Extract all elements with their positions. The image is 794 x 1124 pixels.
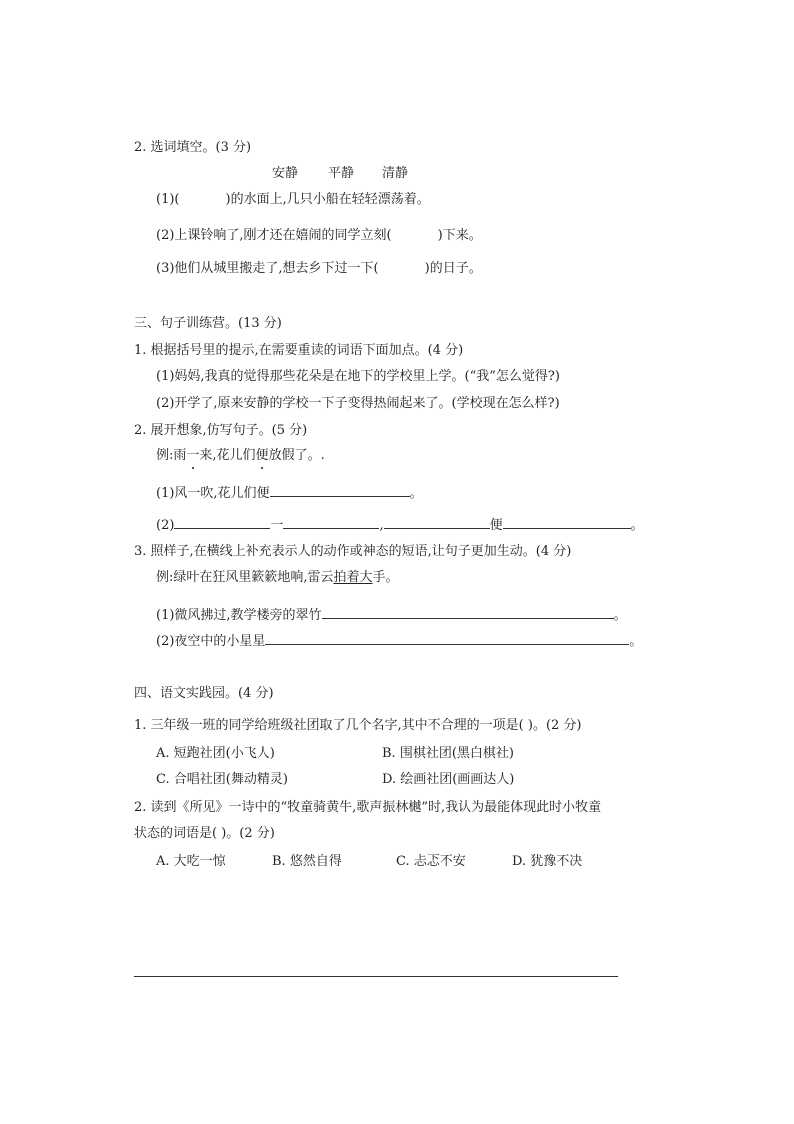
fill-item-text: (2)上课铃响了,刚才还在嬉闹的同学立刻( xyxy=(156,228,392,243)
fill-item xyxy=(156,261,482,277)
fill-item xyxy=(156,228,482,244)
footer-rule xyxy=(134,976,618,977)
fill-item xyxy=(156,484,423,502)
question-title: 3. 照样子,在横线上补充表示人的动作或神态的短语,让句子更加生动。(4 分) xyxy=(134,544,572,559)
option-a[interactable]: A. 大吃一惊 xyxy=(156,854,226,869)
example-sentence xyxy=(156,448,325,464)
sentence: (1)妈妈,我真的觉得那些花朵是在地下的学校里上学。(“我”怎么觉得?) xyxy=(156,369,560,384)
word-choice: 平静 xyxy=(328,166,355,181)
fill-item-text: 。 xyxy=(629,634,643,649)
fill-item-text: )下来。 xyxy=(437,228,482,243)
fill-item xyxy=(156,606,627,624)
underlined-phrase: 拍着大 xyxy=(333,570,373,585)
fill-item-text: , xyxy=(379,518,384,533)
sentence: (2)开学了,原来安静的学校一下子变得热闹起来了。(学校现在怎么样?) xyxy=(156,396,560,411)
fill-item xyxy=(156,516,644,534)
fill-item-text: (1)( xyxy=(156,192,180,207)
question-title: 1. 根据括号里的提示,在需要重读的词语下面加点。(4 分) xyxy=(134,343,464,358)
answer-line[interactable] xyxy=(265,632,629,645)
fill-item-text: 。 xyxy=(613,608,627,623)
fill-item-text: 。 xyxy=(630,518,644,533)
answer-line[interactable] xyxy=(322,606,614,619)
answer-line[interactable] xyxy=(503,516,631,529)
fill-item-text: (3)他们从城里搬走了,想去乡下过一下( xyxy=(156,261,379,276)
question-title: 2. 选词填空。(3 分) xyxy=(134,140,252,155)
example-text: 来,花儿们 xyxy=(199,448,256,463)
dotted-word: 便 xyxy=(255,448,269,463)
fill-item-text: )的水面上,几只小船在轻轻漂荡着。 xyxy=(225,192,430,207)
fill-item-text: 。 xyxy=(409,486,423,501)
dotted-word: 一 xyxy=(186,448,200,463)
fill-item xyxy=(156,192,430,208)
word-choice: 清静 xyxy=(382,166,409,181)
fill-item xyxy=(156,632,642,650)
question-title: 2. 读到《所见》一诗中的“牧童骑黄牛,歌声振林樾”时,我认为最能体现此时小牧童 xyxy=(134,800,602,815)
example-text: 例:雨 xyxy=(156,448,187,463)
option-c[interactable]: C. 忐忑不安 xyxy=(396,854,466,869)
example-sentence xyxy=(156,570,399,586)
fill-item-text: )的日子。 xyxy=(424,261,482,276)
fill-item-text: 一 xyxy=(270,518,284,533)
option-c[interactable]: C. 合唱社团(舞动精灵) xyxy=(156,772,288,787)
fill-item-text: (2) xyxy=(156,518,175,533)
option-b[interactable]: B. 围棋社团(黑白棋社) xyxy=(382,746,514,761)
question-title: 2. 展开想象,仿写句子。(5 分) xyxy=(134,423,308,438)
option-a[interactable]: A. 短跑社团(小飞人) xyxy=(156,746,275,761)
answer-line[interactable] xyxy=(270,484,410,497)
example-text: 放假了。. xyxy=(268,448,325,463)
section-title: 四、语文实践园。(4 分) xyxy=(134,686,274,701)
option-b[interactable]: B. 悠然自得 xyxy=(272,854,342,869)
fill-item-text: (1)风一吹,花儿们便 xyxy=(156,486,270,501)
fill-item-text: 便 xyxy=(489,518,503,533)
example-text: 手。 xyxy=(372,570,399,585)
answer-line[interactable] xyxy=(384,516,490,529)
fill-item-text: (2)夜空中的小星星 xyxy=(156,634,266,649)
section-title: 三、句子训练营。(13 分) xyxy=(134,316,282,331)
fill-item-text: (1)微风拂过,教学楼旁的翠竹 xyxy=(156,608,322,623)
answer-line[interactable] xyxy=(174,516,270,529)
option-d[interactable]: D. 绘画社团(画画达人) xyxy=(382,772,515,787)
question-title: 1. 三年级一班的同学给班级社团取了几个名字,其中不合理的一项是( )。(2 分) xyxy=(134,718,582,733)
question-title: 状态的词语是( )。(2 分) xyxy=(134,826,275,841)
example-text: 例:绿叶在狂风里簌簌地响,雷云 xyxy=(156,570,334,585)
option-d[interactable]: D. 犹豫不决 xyxy=(512,854,583,869)
word-choice: 安静 xyxy=(272,166,299,181)
answer-line[interactable] xyxy=(283,516,379,529)
